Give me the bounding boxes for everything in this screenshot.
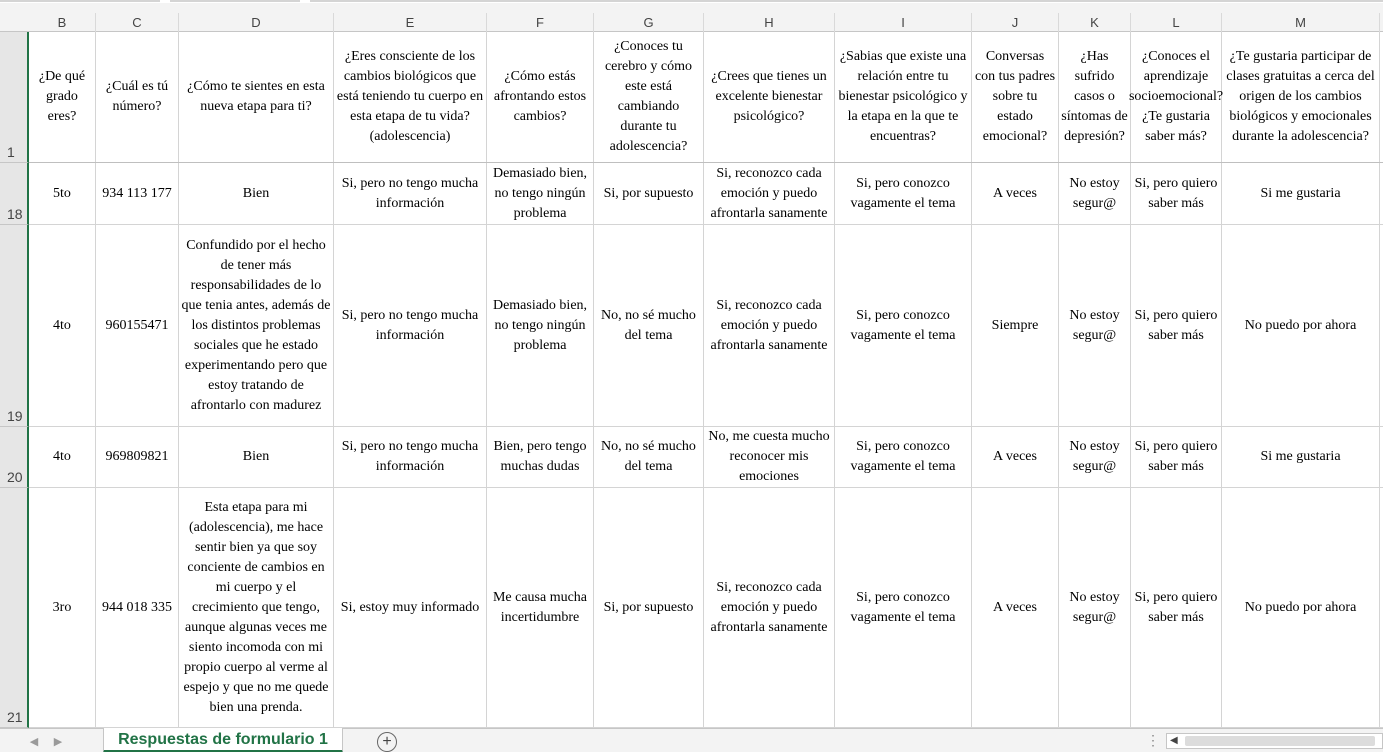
- cell-text: Si, pero quiero saber más: [1134, 439, 1218, 474]
- cell-text: No estoy segur@: [1069, 439, 1120, 474]
- cell-text: No, no sé mucho del tema: [601, 307, 696, 343]
- cell-text: Confundido por el hecho de tener más responsabilidades de lo que tenia antes, además de los distintos problemas sociales que he estado experimentando pero que estoy tratando de afrontarlo con madurez: [181, 237, 331, 413]
- next-sheet-icon[interactable]: ▶: [53, 736, 63, 748]
- column-header-e[interactable]: E: [334, 13, 487, 32]
- column-header-k[interactable]: K: [1059, 13, 1131, 32]
- more-options-icon[interactable]: ⋮: [1146, 732, 1160, 748]
- header-cell[interactable]: [594, 32, 704, 162]
- sheet-tab-respuestas[interactable]: Respuestas de formulario 1: [103, 728, 343, 752]
- data-cell[interactable]: [334, 163, 487, 224]
- data-cell[interactable]: [487, 163, 594, 224]
- data-cell[interactable]: [972, 427, 1059, 487]
- data-cell[interactable]: [1059, 225, 1131, 426]
- data-cell[interactable]: [1131, 488, 1222, 727]
- data-cell[interactable]: [1059, 427, 1131, 487]
- data-cell[interactable]: [96, 225, 179, 426]
- cell-text: Siempre: [991, 317, 1039, 333]
- cell-text: Si, pero conozco vagamente el tema: [850, 175, 956, 211]
- data-cell[interactable]: [487, 225, 594, 426]
- data-cell[interactable]: [594, 163, 704, 224]
- header-cell[interactable]: [334, 32, 487, 162]
- cell-text: Si, pero conozco vagamente el tema: [850, 439, 956, 474]
- data-cell[interactable]: [594, 427, 704, 487]
- horizontal-scrollbar[interactable]: [1166, 733, 1383, 749]
- cell-text: Si, pero no tengo mucha información: [341, 307, 479, 343]
- column-header-j[interactable]: J: [972, 13, 1059, 32]
- data-cell[interactable]: [594, 488, 704, 727]
- data-cell[interactable]: [1131, 163, 1222, 224]
- cell-text: Si, reconozco cada emoción y puedo afrontarla sanamente: [710, 297, 828, 353]
- add-sheet-button[interactable]: +: [377, 732, 397, 752]
- cell-text: ¿Eres consciente de los cambios biológicos que está teniendo tu cuerpo en esta etapa de tu vida? (adolescencia): [336, 49, 484, 144]
- data-cell[interactable]: [1059, 488, 1131, 727]
- data-cell[interactable]: [835, 163, 972, 224]
- column-header-bar: [0, 3, 1383, 32]
- data-cell[interactable]: [1222, 163, 1380, 224]
- data-cell[interactable]: [29, 163, 96, 224]
- data-cell[interactable]: [96, 427, 179, 487]
- header-cell[interactable]: [179, 32, 334, 162]
- header-cell[interactable]: [1128, 32, 1224, 162]
- data-cell[interactable]: [1222, 225, 1380, 426]
- cell-text: ¿Cuál es tú número?: [105, 79, 169, 114]
- header-cell[interactable]: [29, 32, 96, 162]
- cell-text: Si, estoy muy informado: [340, 599, 480, 615]
- header-cell[interactable]: [487, 32, 594, 162]
- data-cell[interactable]: [29, 225, 96, 426]
- cell-text: 944 018 335: [102, 599, 172, 615]
- cell-text: Si me gustaria: [1260, 449, 1341, 464]
- data-cell[interactable]: [334, 427, 487, 487]
- row-number: 19: [7, 408, 23, 424]
- data-cell[interactable]: [1059, 163, 1131, 224]
- cell-text: Demasiado bien, no tengo ningún problema: [492, 165, 588, 221]
- cell-text: No estoy segur@: [1069, 307, 1120, 343]
- cell-text: 4to: [53, 317, 71, 333]
- data-cell[interactable]: [179, 488, 334, 727]
- table-row: [29, 225, 1383, 427]
- spreadsheet-grid: [29, 32, 1383, 728]
- data-cell[interactable]: [179, 427, 334, 487]
- cell-text: A veces: [993, 599, 1037, 615]
- scroll-thumb[interactable]: [1185, 736, 1375, 746]
- data-cell[interactable]: [179, 163, 334, 224]
- table-row: [29, 163, 1383, 225]
- cell-text: Si, pero no tengo mucha información: [341, 175, 479, 211]
- row-header[interactable]: [0, 225, 29, 427]
- row-number: 20: [7, 469, 23, 485]
- cell-text: ¿Conoces tu cerebro y cómo este está cambiando durante tu adolescencia?: [604, 39, 693, 154]
- row-number: 18: [7, 206, 23, 222]
- row-header[interactable]: [0, 163, 29, 225]
- cell-text: Si, por supuesto: [603, 185, 694, 201]
- cell-text: A veces: [993, 449, 1037, 464]
- column-header-m[interactable]: M: [1222, 13, 1380, 32]
- cell-text: Bien: [242, 449, 270, 464]
- cell-text: No, no sé mucho del tema: [601, 439, 696, 474]
- column-header-g[interactable]: G: [594, 13, 704, 32]
- data-cell[interactable]: [334, 488, 487, 727]
- cell-text: Me causa mucha incertidumbre: [492, 589, 588, 625]
- data-cell[interactable]: [1222, 488, 1380, 727]
- data-cell[interactable]: [1222, 427, 1380, 487]
- data-cell[interactable]: [704, 225, 835, 426]
- column-header-l[interactable]: L: [1131, 13, 1222, 32]
- cell-text: 969809821: [105, 449, 169, 464]
- column-header-h[interactable]: H: [704, 13, 835, 32]
- cell-text: ¿Te gustaria participar de clases gratuitas a cerca del origen de los cambios biológicos y emocionales durante la adolescencia?: [1226, 49, 1375, 144]
- header-cell[interactable]: [972, 32, 1059, 162]
- cell-text: Si, reconozco cada emoción y puedo afrontarla sanamente: [710, 165, 828, 221]
- data-cell[interactable]: [704, 427, 835, 487]
- cell-text: Si, pero conozco vagamente el tema: [850, 589, 956, 625]
- row-header[interactable]: [0, 427, 29, 488]
- cell-text: ¿De qué grado eres?: [38, 69, 86, 124]
- header-cell[interactable]: [96, 32, 179, 162]
- cell-text: 5to: [53, 185, 71, 201]
- cell-text: 4to: [53, 449, 71, 464]
- cell-text: ¿Has sufrido casos o síntomas de depresión?: [1061, 49, 1128, 144]
- header-cell[interactable]: [1059, 32, 1131, 162]
- row-header[interactable]: [0, 32, 29, 163]
- data-cell[interactable]: [594, 225, 704, 426]
- header-cell[interactable]: [1222, 32, 1380, 162]
- cell-text: Si, pero no tengo mucha información: [341, 439, 479, 474]
- column-header-c[interactable]: C: [96, 13, 179, 32]
- data-cell[interactable]: [835, 427, 972, 487]
- header-cell[interactable]: [835, 32, 972, 162]
- data-cell[interactable]: [835, 225, 972, 426]
- cell-text: ¿Cómo estás afrontando estos cambios?: [493, 69, 587, 124]
- cell-text: Si, reconozco cada emoción y puedo afrontarla sanamente: [710, 579, 828, 635]
- cell-text: No estoy segur@: [1069, 589, 1120, 625]
- cell-text: Si, pero conozco vagamente el tema: [850, 307, 956, 343]
- data-cell[interactable]: [487, 488, 594, 727]
- column-header-i[interactable]: I: [835, 13, 972, 32]
- data-cell[interactable]: [179, 225, 334, 426]
- column-header-d[interactable]: D: [179, 13, 334, 32]
- sheet-tab-bar: [0, 728, 1383, 752]
- row-number: 1: [7, 144, 15, 160]
- cell-text: ¿Sabias que existe una relación entre tu bienestar psicológico y la etapa en la que te encuentras?: [838, 49, 968, 144]
- cell-text: Si, por supuesto: [603, 599, 694, 615]
- cell-text: Bien, pero tengo muchas dudas: [493, 439, 587, 474]
- cell-text: ¿Crees que tienes un excelente bienestar psicológico?: [711, 69, 827, 124]
- cell-text: 960155471: [105, 317, 169, 333]
- data-cell[interactable]: [334, 225, 487, 426]
- table-row: [29, 488, 1383, 728]
- cell-text: A veces: [993, 185, 1037, 201]
- data-cell[interactable]: [96, 488, 179, 727]
- cell-text: No estoy segur@: [1069, 175, 1120, 211]
- cell-text: Si, pero quiero saber más: [1134, 175, 1218, 211]
- cell-text: No, me cuesta mucho reconocer mis emociones: [708, 429, 830, 484]
- column-header-f[interactable]: F: [487, 13, 594, 32]
- cell-text: 934 113 177: [102, 185, 172, 201]
- row-number: 21: [7, 709, 23, 725]
- data-cell[interactable]: [704, 163, 835, 224]
- data-cell[interactable]: [1131, 427, 1222, 487]
- data-cell[interactable]: [29, 488, 96, 727]
- header-row: [29, 32, 1383, 163]
- data-cell[interactable]: [972, 225, 1059, 426]
- cell-text: Bien: [242, 185, 270, 201]
- data-cell[interactable]: [835, 488, 972, 727]
- cell-text: No puedo por ahora: [1244, 599, 1357, 615]
- scroll-left-icon[interactable]: ◀: [1170, 735, 1178, 746]
- cell-text: Si, pero quiero saber más: [1134, 307, 1218, 343]
- header-cell[interactable]: [704, 32, 835, 162]
- data-cell[interactable]: [704, 488, 835, 727]
- cell-text: ¿Conoces el aprendizaje socioemocional? ¿Te gustaria saber más?: [1128, 49, 1224, 144]
- table-row: [29, 427, 1383, 488]
- cell-text: Esta etapa para mi (adolescencia), me hace sentir bien ya que soy conciente de cambios en mi cuerpo y el crecimiento que tengo, aunque algunas veces me siento incomoda con mi propio cuerpo al verme al espejo y que no me quede bien una prenda.: [183, 499, 329, 715]
- prev-sheet-icon[interactable]: ◀: [29, 736, 39, 748]
- data-cell[interactable]: [972, 488, 1059, 727]
- data-cell[interactable]: [96, 163, 179, 224]
- cell-text: 3ro: [52, 599, 72, 615]
- cell-text: ¿Cómo te sientes en esta nueva etapa para ti?: [187, 79, 325, 114]
- cell-text: No puedo por ahora: [1244, 317, 1357, 333]
- cell-text: Conversas con tus padres sobre tu estado emocional?: [974, 49, 1056, 144]
- cell-text: Si, pero quiero saber más: [1134, 589, 1218, 625]
- cell-text: Si me gustaria: [1260, 185, 1341, 201]
- row-header[interactable]: [0, 488, 29, 728]
- cell-text: Demasiado bien, no tengo ningún problema: [492, 297, 588, 353]
- data-cell[interactable]: [487, 427, 594, 487]
- data-cell[interactable]: [29, 427, 96, 487]
- column-header-b[interactable]: B: [29, 13, 96, 32]
- data-cell[interactable]: [972, 163, 1059, 224]
- data-cell[interactable]: [1131, 225, 1222, 426]
